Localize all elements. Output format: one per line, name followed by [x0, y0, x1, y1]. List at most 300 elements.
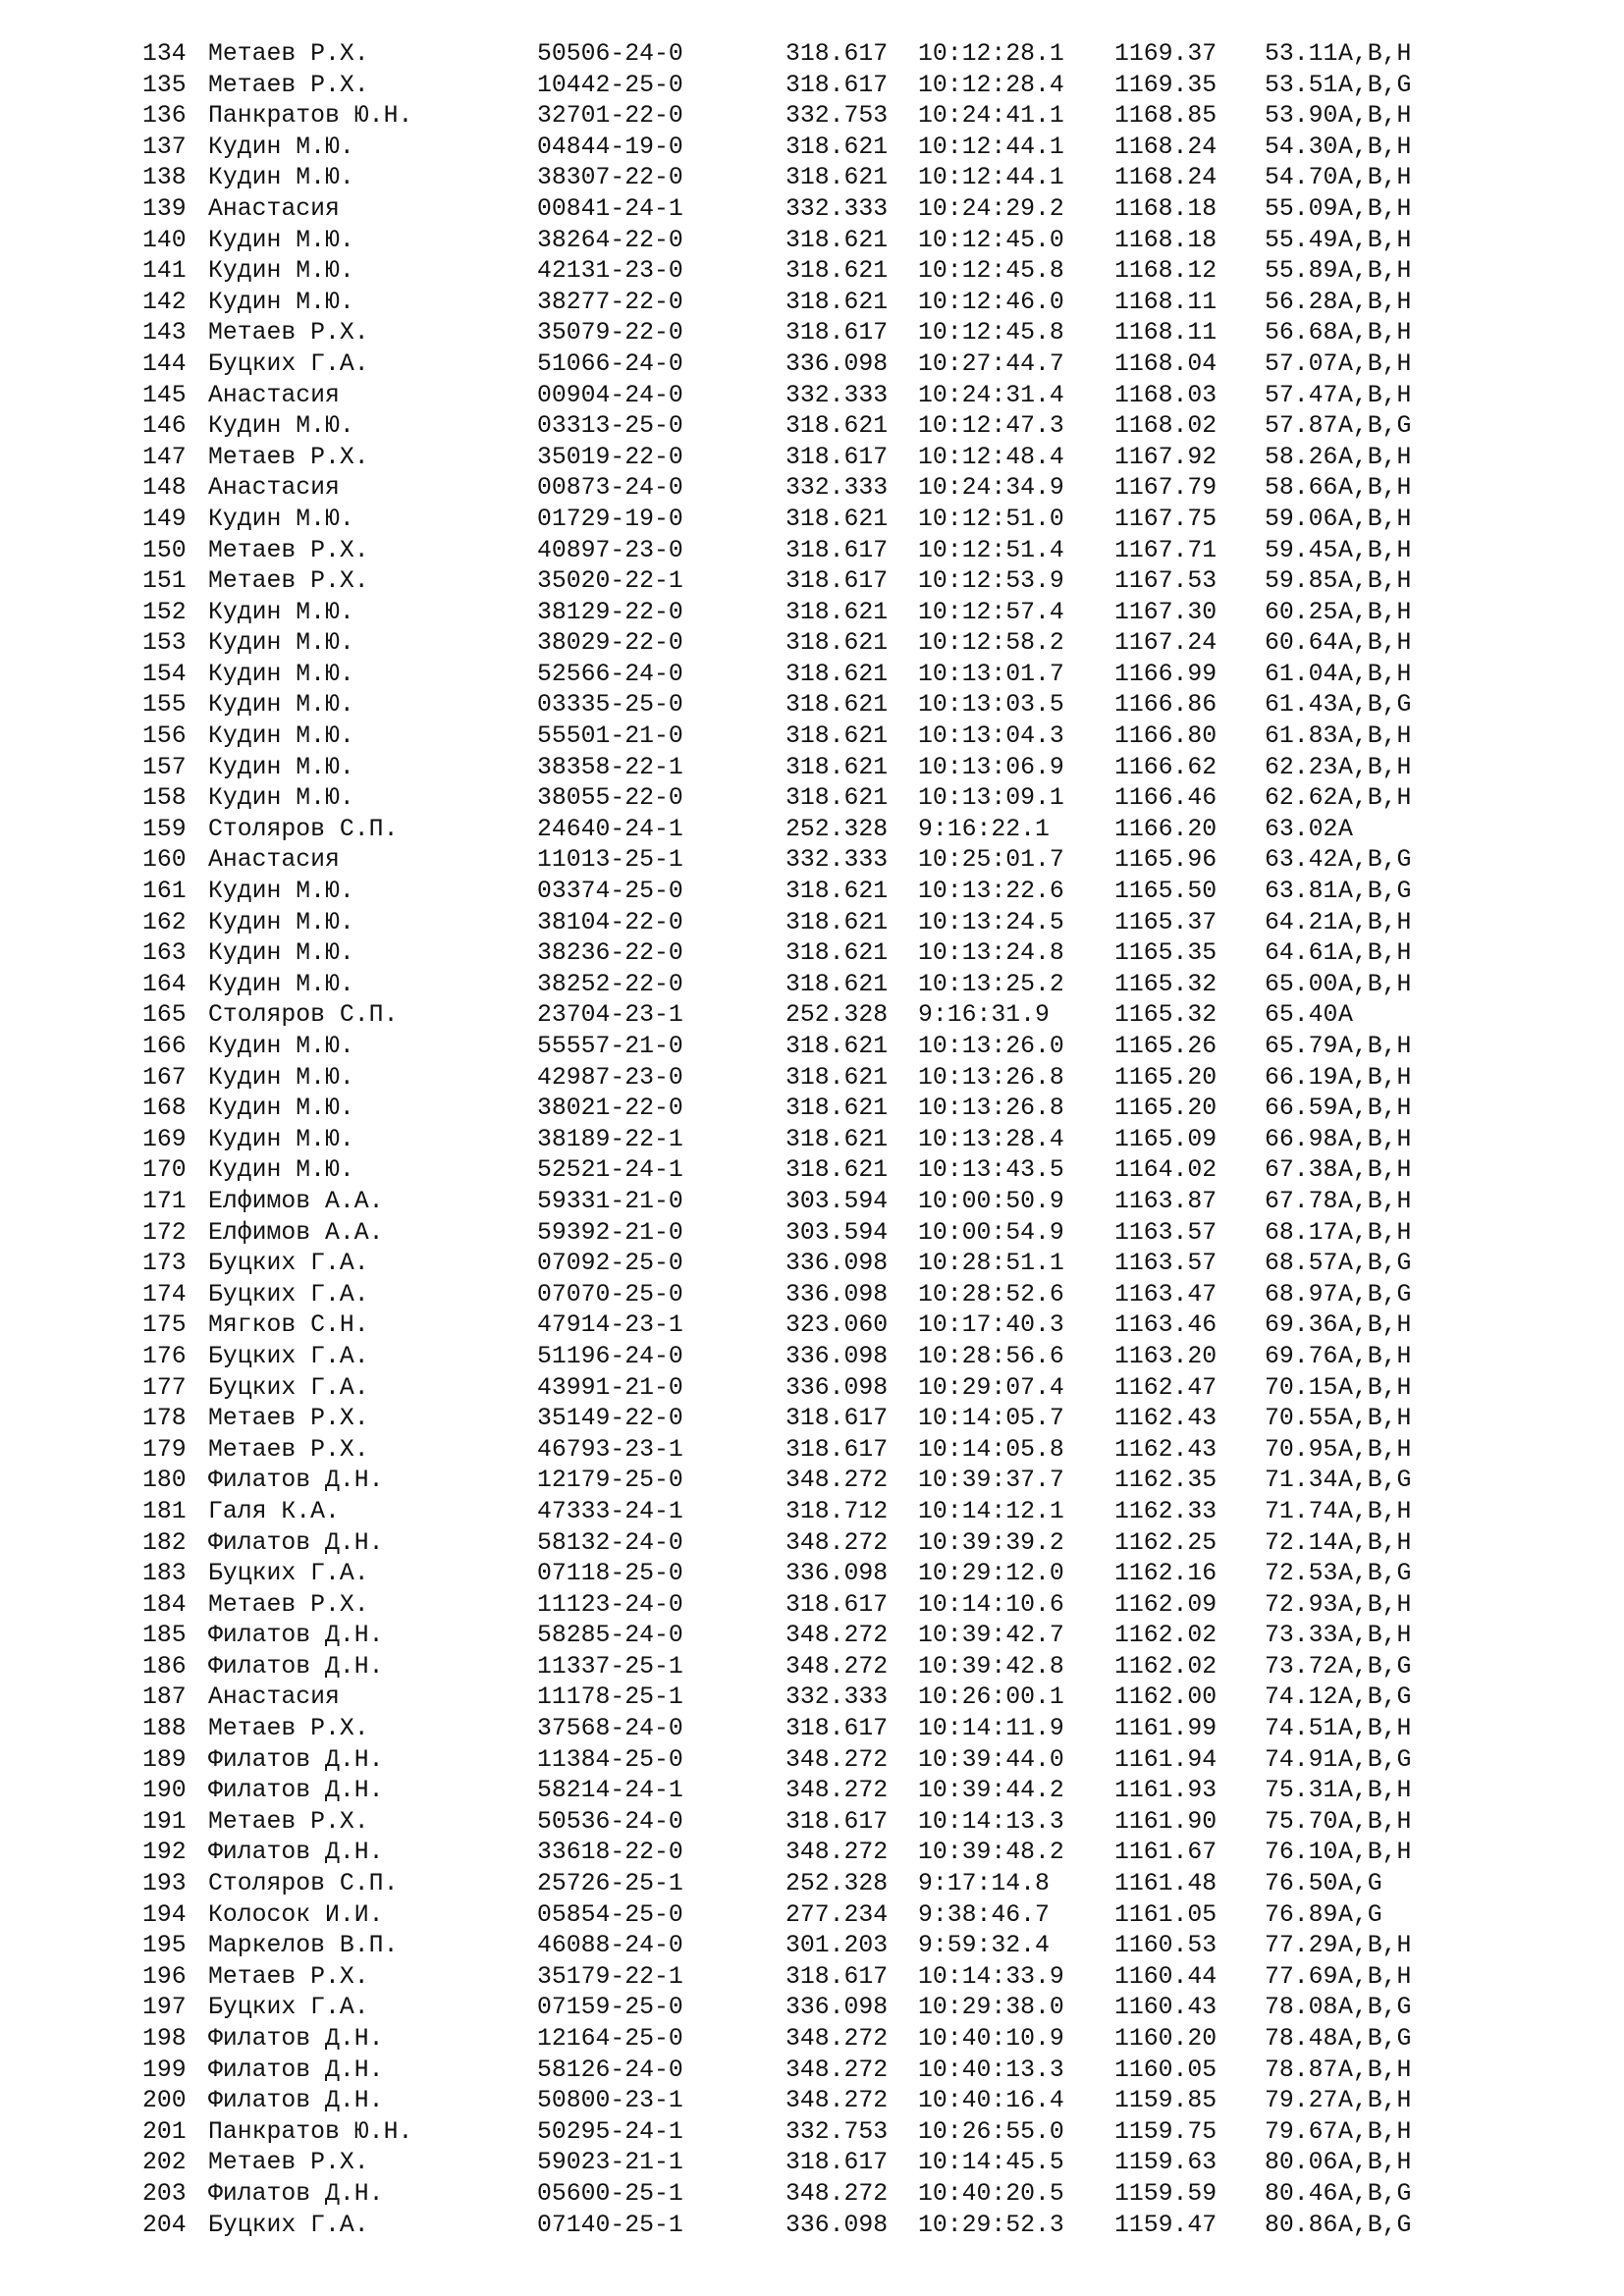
place-cell: 198: [142, 2025, 187, 2053]
speed-cell: 1166.99: [1114, 660, 1218, 688]
speed-cell: 1162.43: [1114, 1405, 1218, 1433]
speed-cell: 1165.20: [1114, 1063, 1218, 1092]
place-cell: 193: [142, 1870, 187, 1898]
name-cell: Кудин М.Ю.: [208, 784, 354, 813]
coefficient-cell: 66.19: [1265, 1063, 1338, 1092]
coefficient-cell: 56.68: [1265, 319, 1338, 347]
name-cell: Филатов Д.Н.: [208, 2056, 384, 2084]
time-cell: 10:12:44.1: [918, 164, 1064, 192]
groups-cell: A,G: [1338, 1870, 1382, 1898]
distance-cell: 318.617: [785, 1715, 889, 1743]
ring-cell: 07070-25-0: [537, 1280, 683, 1308]
speed-cell: 1161.93: [1114, 1777, 1218, 1805]
distance-cell: 318.617: [785, 1405, 889, 1433]
speed-cell: 1159.59: [1114, 2179, 1218, 2208]
coefficient-cell: 53.51: [1265, 71, 1338, 99]
name-cell: Анастасия: [208, 1683, 340, 1712]
name-cell: Филатов Д.Н.: [208, 1839, 384, 1867]
time-cell: 10:39:42.7: [918, 1622, 1064, 1650]
distance-cell: 336.098: [785, 349, 889, 378]
time-cell: 10:13:28.4: [918, 1125, 1064, 1153]
name-cell: Филатов Д.Н.: [208, 1652, 384, 1681]
groups-cell: A,B,H: [1338, 1311, 1412, 1340]
time-cell: 10:39:39.2: [918, 1528, 1064, 1557]
distance-cell: 332.333: [785, 194, 889, 223]
coefficient-cell: 65.40: [1265, 1001, 1338, 1030]
groups-cell: A,B,H: [1338, 1807, 1412, 1836]
ring-cell: 52566-24-0: [537, 660, 683, 688]
groups-cell: A,B,H: [1338, 660, 1412, 688]
ring-cell: 03313-25-0: [537, 412, 683, 441]
groups-cell: A,B,G: [1338, 1683, 1412, 1712]
time-cell: 10:14:12.1: [918, 1497, 1064, 1525]
name-cell: Метаев Р.Х.: [208, 1807, 369, 1836]
distance-cell: 303.594: [785, 1218, 889, 1247]
speed-cell: 1160.20: [1114, 2025, 1218, 2053]
distance-cell: 318.617: [785, 1590, 889, 1619]
speed-cell: 1166.62: [1114, 753, 1218, 781]
speed-cell: 1163.46: [1114, 1311, 1218, 1340]
coefficient-cell: 57.47: [1265, 381, 1338, 409]
place-cell: 156: [142, 722, 187, 751]
name-cell: Филатов Д.Н.: [208, 2179, 384, 2208]
groups-cell: A,B,G: [1338, 1994, 1412, 2022]
groups-cell: A,G: [1338, 1900, 1382, 1929]
name-cell: Кудин М.Ю.: [208, 288, 354, 316]
distance-cell: 318.621: [785, 970, 889, 998]
groups-cell: A,B,H: [1338, 970, 1412, 998]
time-cell: 9:38:46.7: [918, 1900, 1050, 1929]
speed-cell: 1162.16: [1114, 1560, 1218, 1588]
ring-cell: 37568-24-0: [537, 1715, 683, 1743]
groups-cell: A,B,H: [1338, 1342, 1412, 1370]
speed-cell: 1162.25: [1114, 1528, 1218, 1557]
coefficient-cell: 80.06: [1265, 2149, 1338, 2177]
place-cell: 188: [142, 1715, 187, 1743]
coefficient-cell: 55.49: [1265, 226, 1338, 254]
ring-cell: 38055-22-0: [537, 784, 683, 813]
ring-cell: 42987-23-0: [537, 1063, 683, 1092]
distance-cell: 318.621: [785, 629, 889, 658]
name-cell: Кудин М.Ю.: [208, 164, 354, 192]
place-cell: 180: [142, 1467, 187, 1495]
distance-cell: 318.621: [785, 1033, 889, 1060]
name-cell: Кудин М.Ю.: [208, 753, 354, 781]
place-cell: 194: [142, 1900, 187, 1929]
speed-cell: 1165.50: [1114, 878, 1218, 906]
speed-cell: 1163.47: [1114, 1280, 1218, 1308]
time-cell: 10:40:20.5: [918, 2179, 1064, 2208]
speed-cell: 1165.20: [1114, 1095, 1218, 1123]
name-cell: Галя К.А.: [208, 1497, 340, 1525]
place-cell: 195: [142, 1932, 187, 1960]
place-cell: 153: [142, 629, 187, 658]
place-cell: 166: [142, 1033, 187, 1060]
distance-cell: 318.617: [785, 40, 889, 68]
coefficient-cell: 68.57: [1265, 1250, 1338, 1278]
place-cell: 158: [142, 784, 187, 813]
speed-cell: 1167.53: [1114, 567, 1218, 596]
time-cell: 10:39:44.2: [918, 1777, 1064, 1805]
speed-cell: 1159.63: [1114, 2149, 1218, 2177]
ring-cell: 11337-25-1: [537, 1652, 683, 1681]
speed-cell: 1162.47: [1114, 1373, 1218, 1402]
ring-cell: 42131-23-0: [537, 257, 683, 286]
coefficient-cell: 75.31: [1265, 1777, 1338, 1805]
time-cell: 10:26:55.0: [918, 2117, 1064, 2146]
groups-cell: A,B,H: [1338, 1839, 1412, 1867]
groups-cell: A,B,H: [1338, 1715, 1412, 1743]
ring-cell: 38104-22-0: [537, 908, 683, 936]
time-cell: 10:40:10.9: [918, 2025, 1064, 2053]
coefficient-cell: 72.93: [1265, 1590, 1338, 1619]
name-cell: Колосок И.И.: [208, 1900, 384, 1929]
place-cell: 174: [142, 1280, 187, 1308]
time-cell: 10:39:37.7: [918, 1467, 1064, 1495]
distance-cell: 348.272: [785, 1467, 889, 1495]
speed-cell: 1162.02: [1114, 1622, 1218, 1650]
place-cell: 145: [142, 381, 187, 409]
coefficient-cell: 74.91: [1265, 1745, 1338, 1774]
coefficient-cell: 60.64: [1265, 629, 1338, 658]
distance-cell: 318.621: [785, 257, 889, 286]
distance-cell: 318.617: [785, 2149, 889, 2177]
time-cell: 10:12:57.4: [918, 598, 1064, 626]
distance-cell: 348.272: [785, 1777, 889, 1805]
place-cell: 191: [142, 1807, 187, 1836]
speed-cell: 1161.05: [1114, 1900, 1218, 1929]
name-cell: Метаев Р.Х.: [208, 1590, 369, 1619]
distance-cell: 332.333: [785, 381, 889, 409]
place-cell: 202: [142, 2149, 187, 2177]
groups-cell: A,B,H: [1338, 598, 1412, 626]
distance-cell: 348.272: [785, 2087, 889, 2115]
ring-cell: 35020-22-1: [537, 567, 683, 596]
ring-cell: 38307-22-0: [537, 164, 683, 192]
speed-cell: 1165.96: [1114, 846, 1218, 875]
place-cell: 185: [142, 1622, 187, 1650]
time-cell: 9:16:31.9: [918, 1001, 1050, 1030]
coefficient-cell: 63.42: [1265, 846, 1338, 875]
groups-cell: A,B,H: [1338, 1590, 1412, 1619]
place-cell: 189: [142, 1745, 187, 1774]
time-cell: 10:13:43.5: [918, 1156, 1064, 1185]
name-cell: Метаев Р.Х.: [208, 1405, 369, 1433]
ring-cell: 11384-25-0: [537, 1745, 683, 1774]
place-cell: 181: [142, 1497, 187, 1525]
name-cell: Кудин М.Ю.: [208, 629, 354, 658]
speed-cell: 1162.33: [1114, 1497, 1218, 1525]
coefficient-cell: 61.04: [1265, 660, 1338, 688]
name-cell: Кудин М.Ю.: [208, 505, 354, 533]
distance-cell: 336.098: [785, 1250, 889, 1278]
place-cell: 148: [142, 474, 187, 503]
speed-cell: 1168.03: [1114, 381, 1218, 409]
name-cell: Метаев Р.Х.: [208, 71, 369, 99]
name-cell: Столяров С.П.: [208, 815, 399, 843]
groups-cell: A,B,G: [1338, 691, 1412, 720]
ring-cell: 58126-24-0: [537, 2056, 683, 2084]
place-cell: 173: [142, 1250, 187, 1278]
time-cell: 10:25:01.7: [918, 846, 1064, 875]
groups-cell: A,B,H: [1338, 226, 1412, 254]
groups-cell: A,B,H: [1338, 1622, 1412, 1650]
groups-cell: A,B,H: [1338, 505, 1412, 533]
place-cell: 143: [142, 319, 187, 347]
place-cell: 196: [142, 1962, 187, 1991]
coefficient-cell: 71.34: [1265, 1467, 1338, 1495]
ring-cell: 11178-25-1: [537, 1683, 683, 1712]
groups-cell: A,B,G: [1338, 2211, 1412, 2239]
groups-cell: A,B,H: [1338, 753, 1412, 781]
time-cell: 10:12:58.2: [918, 629, 1064, 658]
distance-cell: 318.617: [785, 443, 889, 471]
ring-cell: 47914-23-1: [537, 1311, 683, 1340]
ring-cell: 50800-23-1: [537, 2087, 683, 2115]
name-cell: Филатов Д.Н.: [208, 1745, 384, 1774]
name-cell: Метаев Р.Х.: [208, 567, 369, 596]
time-cell: 10:14:45.5: [918, 2149, 1064, 2177]
ring-cell: 43991-21-0: [537, 1373, 683, 1402]
groups-cell: A,B,H: [1338, 257, 1412, 286]
place-cell: 187: [142, 1683, 187, 1712]
distance-cell: 332.333: [785, 474, 889, 503]
coefficient-cell: 66.59: [1265, 1095, 1338, 1123]
groups-cell: A,B,H: [1338, 1187, 1412, 1215]
speed-cell: 1168.18: [1114, 226, 1218, 254]
place-cell: 150: [142, 536, 187, 564]
ring-cell: 35019-22-0: [537, 443, 683, 471]
name-cell: Анастасия: [208, 194, 340, 223]
ring-cell: 25726-25-1: [537, 1870, 683, 1898]
distance-cell: 348.272: [785, 1622, 889, 1650]
groups-cell: A,B,G: [1338, 1250, 1412, 1278]
time-cell: 10:13:26.0: [918, 1033, 1064, 1060]
groups-cell: A,B,G: [1338, 412, 1412, 441]
coefficient-cell: 55.09: [1265, 194, 1338, 223]
time-cell: 10:12:28.1: [918, 40, 1064, 68]
ring-cell: 55557-21-0: [537, 1033, 683, 1060]
ring-cell: 58214-24-1: [537, 1777, 683, 1805]
speed-cell: 1163.57: [1114, 1218, 1218, 1247]
time-cell: 10:12:45.8: [918, 319, 1064, 347]
place-cell: 162: [142, 908, 187, 936]
groups-cell: A,B,H: [1338, 1063, 1412, 1092]
name-cell: Буцких Г.А.: [208, 2211, 369, 2239]
distance-cell: 336.098: [785, 1994, 889, 2022]
ring-cell: 04844-19-0: [537, 133, 683, 161]
groups-cell: A,B,H: [1338, 567, 1412, 596]
time-cell: 10:12:44.1: [918, 133, 1064, 161]
name-cell: Панкратов Ю.Н.: [208, 102, 413, 131]
ring-cell: 01729-19-0: [537, 505, 683, 533]
place-cell: 157: [142, 753, 187, 781]
coefficient-cell: 59.45: [1265, 536, 1338, 564]
ring-cell: 47333-24-1: [537, 1497, 683, 1525]
place-cell: 155: [142, 691, 187, 720]
distance-cell: 318.621: [785, 1156, 889, 1185]
groups-cell: A,B,H: [1338, 2056, 1412, 2084]
time-cell: 10:12:51.4: [918, 536, 1064, 564]
speed-cell: 1166.20: [1114, 815, 1218, 843]
speed-cell: 1168.11: [1114, 288, 1218, 316]
coefficient-cell: 77.69: [1265, 1962, 1338, 1991]
coefficient-cell: 70.15: [1265, 1373, 1338, 1402]
place-cell: 199: [142, 2056, 187, 2084]
time-cell: 10:00:50.9: [918, 1187, 1064, 1215]
time-cell: 10:00:54.9: [918, 1218, 1064, 1247]
name-cell: Филатов Д.Н.: [208, 2087, 384, 2115]
speed-cell: 1165.32: [1114, 1001, 1218, 1030]
distance-cell: 332.333: [785, 1683, 889, 1712]
place-cell: 168: [142, 1095, 187, 1123]
distance-cell: 252.328: [785, 815, 889, 843]
groups-cell: A,B,H: [1338, 1156, 1412, 1185]
coefficient-cell: 65.79: [1265, 1033, 1338, 1060]
name-cell: Буцких Г.А.: [208, 349, 369, 378]
place-cell: 203: [142, 2179, 187, 2208]
speed-cell: 1169.35: [1114, 71, 1218, 99]
distance-cell: 318.712: [785, 1497, 889, 1525]
speed-cell: 1168.24: [1114, 133, 1218, 161]
place-cell: 169: [142, 1125, 187, 1153]
ring-cell: 55501-21-0: [537, 722, 683, 751]
coefficient-cell: 78.08: [1265, 1994, 1338, 2022]
ring-cell: 50536-24-0: [537, 1807, 683, 1836]
groups-cell: A,B,H: [1338, 1373, 1412, 1402]
groups-cell: A,B,H: [1338, 2117, 1412, 2146]
name-cell: Метаев Р.Х.: [208, 319, 369, 347]
coefficient-cell: 65.00: [1265, 970, 1338, 998]
coefficient-cell: 80.86: [1265, 2211, 1338, 2239]
speed-cell: 1162.02: [1114, 1652, 1218, 1681]
name-cell: Кудин М.Ю.: [208, 257, 354, 286]
ring-cell: 38021-22-0: [537, 1095, 683, 1123]
ring-cell: 58285-24-0: [537, 1622, 683, 1650]
distance-cell: 318.621: [785, 133, 889, 161]
ring-cell: 46793-23-1: [537, 1435, 683, 1464]
time-cell: 10:13:25.2: [918, 970, 1064, 998]
speed-cell: 1165.32: [1114, 970, 1218, 998]
groups-cell: A,B,H: [1338, 939, 1412, 968]
coefficient-cell: 62.62: [1265, 784, 1338, 813]
speed-cell: 1162.00: [1114, 1683, 1218, 1712]
groups-cell: A,B,H: [1338, 1528, 1412, 1557]
place-cell: 183: [142, 1560, 187, 1588]
groups-cell: A,B,G: [1338, 1652, 1412, 1681]
name-cell: Кудин М.Ю.: [208, 970, 354, 998]
speed-cell: 1161.67: [1114, 1839, 1218, 1867]
groups-cell: A,B,G: [1338, 2179, 1412, 2208]
distance-cell: 348.272: [785, 2025, 889, 2053]
groups-cell: A,B,H: [1338, 381, 1412, 409]
place-cell: 170: [142, 1156, 187, 1185]
ring-cell: 12179-25-0: [537, 1467, 683, 1495]
coefficient-cell: 77.29: [1265, 1932, 1338, 1960]
time-cell: 10:29:07.4: [918, 1373, 1064, 1402]
name-cell: Анастасия: [208, 474, 340, 503]
ring-cell: 38252-22-0: [537, 970, 683, 998]
groups-cell: A,B,H: [1338, 40, 1412, 68]
groups-cell: A,B,H: [1338, 102, 1412, 131]
time-cell: 10:40:16.4: [918, 2087, 1064, 2115]
time-cell: 10:13:06.9: [918, 753, 1064, 781]
distance-cell: 318.621: [785, 660, 889, 688]
name-cell: Панкратов Ю.Н.: [208, 2117, 413, 2146]
ring-cell: 03335-25-0: [537, 691, 683, 720]
coefficient-cell: 79.27: [1265, 2087, 1338, 2115]
distance-cell: 318.617: [785, 536, 889, 564]
place-cell: 147: [142, 443, 187, 471]
distance-cell: 303.594: [785, 1187, 889, 1215]
name-cell: Маркелов В.П.: [208, 1932, 399, 1960]
distance-cell: 323.060: [785, 1311, 889, 1340]
speed-cell: 1168.12: [1114, 257, 1218, 286]
groups-cell: A,B,H: [1338, 319, 1412, 347]
coefficient-cell: 80.46: [1265, 2179, 1338, 2208]
distance-cell: 318.621: [785, 598, 889, 626]
time-cell: 10:13:24.8: [918, 939, 1064, 968]
groups-cell: A,B,G: [1338, 71, 1412, 99]
coefficient-cell: 53.11: [1265, 40, 1338, 68]
coefficient-cell: 58.66: [1265, 474, 1338, 503]
coefficient-cell: 67.78: [1265, 1187, 1338, 1215]
ring-cell: 32701-22-0: [537, 102, 683, 131]
place-cell: 159: [142, 815, 187, 843]
speed-cell: 1164.02: [1114, 1156, 1218, 1185]
place-cell: 151: [142, 567, 187, 596]
place-cell: 165: [142, 1001, 187, 1030]
ring-cell: 03374-25-0: [537, 878, 683, 906]
coefficient-cell: 61.43: [1265, 691, 1338, 720]
time-cell: 10:14:13.3: [918, 1807, 1064, 1836]
name-cell: Кудин М.Ю.: [208, 412, 354, 441]
ring-cell: 00841-24-1: [537, 194, 683, 223]
time-cell: 9:16:22.1: [918, 815, 1050, 843]
groups-cell: A,B,H: [1338, 784, 1412, 813]
distance-cell: 318.617: [785, 567, 889, 596]
time-cell: 10:13:03.5: [918, 691, 1064, 720]
speed-cell: 1160.53: [1114, 1932, 1218, 1960]
speed-cell: 1165.35: [1114, 939, 1218, 968]
distance-cell: 318.621: [785, 939, 889, 968]
place-cell: 197: [142, 1994, 187, 2022]
speed-cell: 1167.71: [1114, 536, 1218, 564]
groups-cell: A,B,H: [1338, 1095, 1412, 1123]
ring-cell: 38129-22-0: [537, 598, 683, 626]
ring-cell: 05600-25-1: [537, 2179, 683, 2208]
time-cell: 10:24:34.9: [918, 474, 1064, 503]
ring-cell: 59392-21-0: [537, 1218, 683, 1247]
place-cell: 164: [142, 970, 187, 998]
coefficient-cell: 70.55: [1265, 1405, 1338, 1433]
groups-cell: A,B,H: [1338, 1405, 1412, 1433]
groups-cell: A,B,H: [1338, 1435, 1412, 1464]
ring-cell: 12164-25-0: [537, 2025, 683, 2053]
speed-cell: 1161.48: [1114, 1870, 1218, 1898]
place-cell: 141: [142, 257, 187, 286]
coefficient-cell: 59.06: [1265, 505, 1338, 533]
ring-cell: 07159-25-0: [537, 1994, 683, 2022]
ring-cell: 46088-24-0: [537, 1932, 683, 1960]
ring-cell: 00904-24-0: [537, 381, 683, 409]
name-cell: Кудин М.Ю.: [208, 660, 354, 688]
place-cell: 190: [142, 1777, 187, 1805]
name-cell: Столяров С.П.: [208, 1870, 399, 1898]
ring-cell: 38189-22-1: [537, 1125, 683, 1153]
groups-cell: A,B,H: [1338, 288, 1412, 316]
name-cell: Анастасия: [208, 381, 340, 409]
